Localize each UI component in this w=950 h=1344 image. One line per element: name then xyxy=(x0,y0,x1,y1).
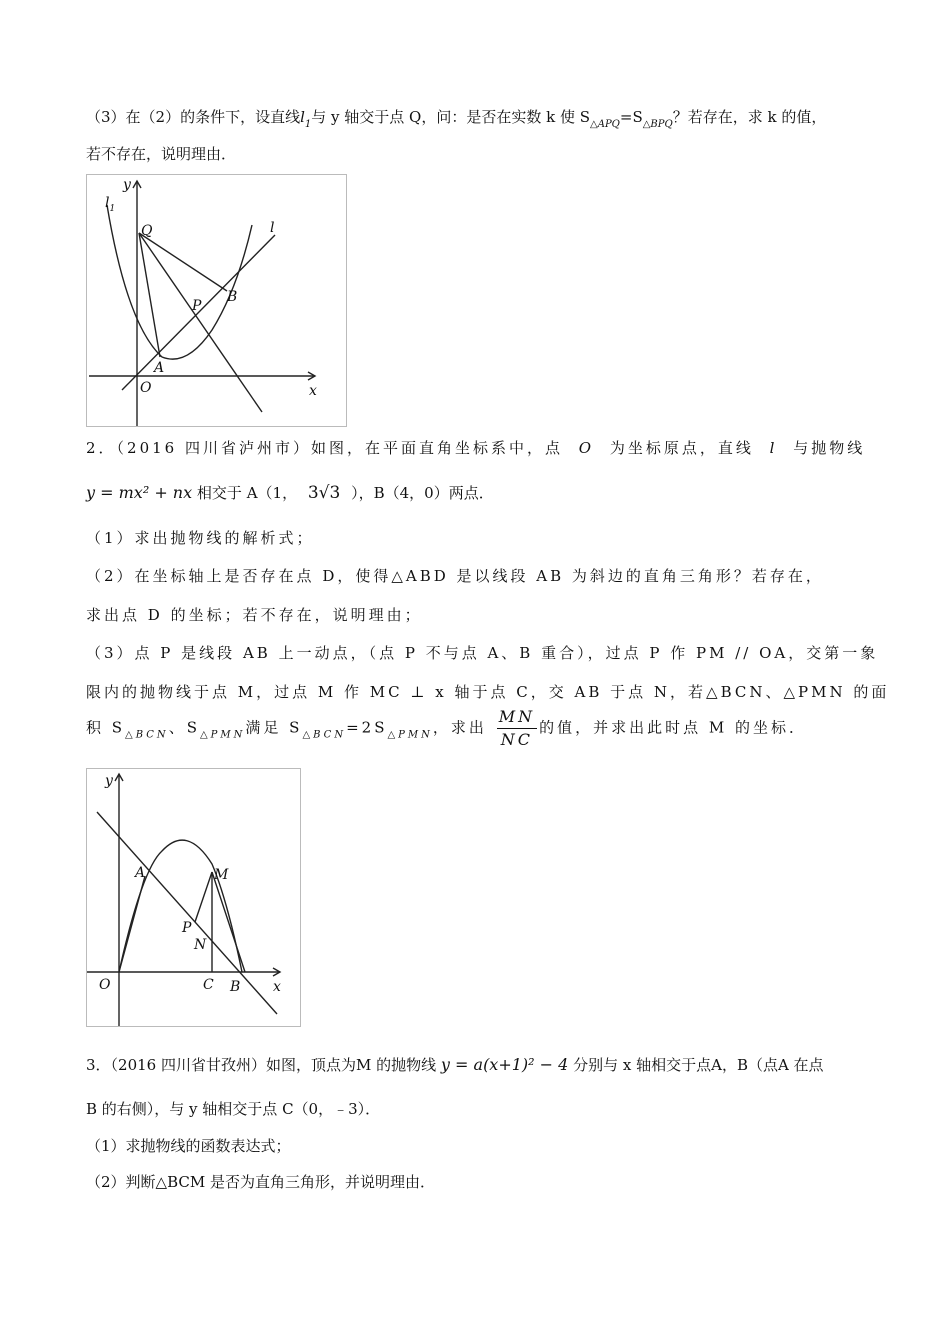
s-bpq-subscript: △BPQ xyxy=(642,119,673,130)
q2-part2-line2: 求出点 D 的坐标；若不存在，说明理由； xyxy=(86,606,423,624)
fig2-label-c: C xyxy=(203,977,214,993)
q3-part1: （1）求抛物线的函数表达式； xyxy=(86,1137,291,1155)
fig1-label-q: Q xyxy=(141,223,153,239)
q2-part3-line2: 限内的抛物线于点 M，过点 M 作 MC ⊥ x 轴于点 C，交 AB 于点 N，若△BCN、△PMN 的面 xyxy=(86,683,890,701)
q2-p3-e: 的值，并求出此时点 M 的坐标． xyxy=(539,718,807,737)
fig1-label-x: x xyxy=(309,383,317,399)
q1-part3-line2: 若不存在，说明理由． xyxy=(86,145,237,163)
q2-header xyxy=(86,437,865,459)
l1-symbol: l xyxy=(300,108,305,126)
fraction-numerator: MN xyxy=(497,706,537,729)
fig2-label-y: y xyxy=(105,773,113,789)
fig2-label-n: N xyxy=(194,937,207,953)
fig2-label-x: x xyxy=(273,979,281,995)
q2-sqrt-value: 3√3 xyxy=(307,483,341,503)
q2-eq-text-b: 相交于 A（1， xyxy=(196,484,298,502)
fig2-label-b: B xyxy=(230,979,241,995)
fig2-label-a: A xyxy=(135,865,146,881)
q2-p3-b: 满足 S xyxy=(245,718,303,737)
q2-line-l: l xyxy=(769,439,778,457)
s-apq-subscript: △APQ xyxy=(590,119,620,130)
q2-p3-a: 积 S xyxy=(86,718,126,737)
q2-s-pmn: △PMN xyxy=(199,729,246,741)
fig2-segment-mb xyxy=(212,872,245,972)
fig1-label-o: O xyxy=(140,380,152,396)
q2-s-pmn2: △PMN xyxy=(387,729,433,741)
fig1-label-a: A xyxy=(154,360,165,376)
q3-part2: （2）判断△BCM 是否为直角三角形，并说明理由． xyxy=(86,1173,435,1191)
figure-1 xyxy=(86,174,347,427)
fig1-label-y: y xyxy=(123,177,131,193)
q2-point-o: O xyxy=(578,439,595,457)
fig2-label-m: M xyxy=(214,867,229,883)
q1-part3-line1 xyxy=(86,106,826,136)
fig2-label-o: O xyxy=(99,977,111,993)
q2-header-b: 为坐标原点，直线 xyxy=(609,439,754,457)
q2-parabola-eq: y = mx² + nx xyxy=(86,483,193,502)
fig2-label-p: P xyxy=(182,920,192,936)
fig1-label-l1: $l_1$ xyxy=(105,195,116,214)
q2-sep: 、S xyxy=(168,718,200,737)
q2-equation-line xyxy=(86,482,494,504)
q2-eq-text-c: ），B（4，0）两点． xyxy=(351,484,494,502)
q3-parabola-eq: y = a(x+1)² − 4 xyxy=(440,1055,569,1074)
q2-s-bcn2: △BCN xyxy=(302,729,347,741)
l1-subscript: 1 xyxy=(304,119,312,130)
q2-part2-line1: （2）在坐标轴上是否存在点 D，使得△ABD 是以线段 AB 为斜边的直角三角形？若存在， xyxy=(86,567,824,585)
q2-p3-c: =2S xyxy=(346,718,388,737)
q2-s-bcn: △BCN xyxy=(125,729,169,741)
q2-part1: （1）求出抛物线的解析式； xyxy=(86,529,315,547)
q2-header-a: 2．（2016 四川省泸州市）如图，在平面直角坐标系中，点 xyxy=(86,439,563,457)
q3-header-b: 分别与 x 轴相交于点A，B（点A 在点 xyxy=(573,1056,824,1074)
q2-part3-line1: （3）点 P 是线段 AB 上一动点，（点 P 不与点 A、B 重合），过点 P 作 PM // OA，交第一象 xyxy=(86,644,879,662)
q2-header-c: 与抛物线 xyxy=(793,439,866,457)
fig2-segment-pm xyxy=(195,872,212,922)
q2-part3-line3 xyxy=(86,706,807,751)
q2-p3-d: ，求出 xyxy=(432,718,487,737)
fig1-segment-qb xyxy=(139,233,227,291)
fig1-parabola xyxy=(107,205,252,359)
q3-header-a: 3．（2016 四川省甘孜州）如图，顶点为M 的抛物线 xyxy=(86,1056,437,1074)
q3-line2: B 的右侧），与 y 轴相交于点 C（0，﹣3）． xyxy=(86,1100,381,1118)
fig2-segment-oa xyxy=(119,876,145,972)
fig1-label-l: l xyxy=(270,220,275,236)
fig2-line-ab xyxy=(97,812,277,1014)
fig1-line-l1 xyxy=(139,233,262,412)
q1-part3-text-a: （3）在（2）的条件下，设直线 xyxy=(86,108,301,126)
fig1-segment-qa xyxy=(139,233,160,357)
q1-part3-eq: =S xyxy=(619,108,643,126)
q1-part3-text-b: 与 y 轴交于点 Q，问：是否在实数 k 使 S xyxy=(311,108,591,126)
q3-header xyxy=(86,1054,824,1076)
figure-2 xyxy=(86,768,301,1027)
fraction-mn-nc xyxy=(497,706,537,751)
fig1-label-p: P xyxy=(192,298,202,314)
q1-part3-text-c: ？若存在，求 k 的值， xyxy=(672,108,827,126)
fig1-label-b: B xyxy=(227,289,238,305)
fraction-denominator: NC xyxy=(500,730,533,749)
